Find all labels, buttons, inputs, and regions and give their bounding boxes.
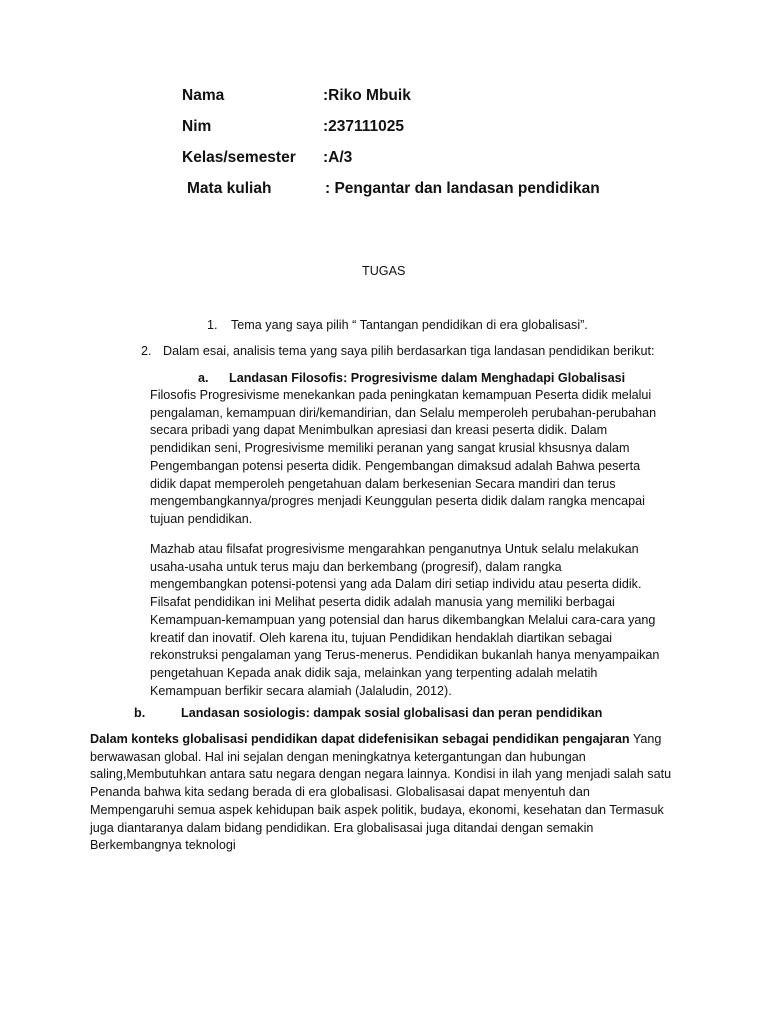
section-a-paragraph-2: Mazhab atau filsafat progresivisme mengarahkan penganutnya Untuk selalu melakukan usaha-usaha untuk terus maju dan berkembang (progresif), dalam rangka mengembangkan potensi-potensi yang ada Dalam diri setiap individu atau peserta didik. Filsafat pendidikan ini Melihat peserta didik adalah manusia yang memiliki berbagai Kemampuan-kemampuan yang potensial dan harus dikembangkan Melalui cara-cara yang kreatif dan inovatif. Oleh karena itu, tujuan Pendidikan hendaklah diartikan sebagai rekonstruksi pengalaman yang Terus-menerus. Pendidikan bukanlah hanya menyampaikan pengetahuan Kepada anak didik saja, melainkan yang terpenting adalah melatih Kemampuan berfikir secara alamiah (Jalaludin, 2012). [150, 542, 660, 698]
section-a-letter: a. [198, 371, 209, 385]
item-1-text: Tema yang saya pilih “ Tantangan pendidikan di era globalisasi”. [231, 318, 588, 332]
nama-value: :Riko Mbuik [323, 87, 411, 104]
matkul-label: Mata kuliah [187, 180, 272, 197]
section-b-text: Yang berwawasan global. Hal ini sejalan dengan meningkatnya ketergantungan dan hubungan saling,Membutuhkan antara satu negara dengan negara lainnya. Kondisi in ilah yang menjadi salah satu Penanda bahwa kita sedang berada di era globalisasi. Globalisasai dapat menyentuh dan Mempengaruhi semua aspek kehidupan baik aspek politik, budaya, ekonomi, kesehatan dan Termasuk juga diantaranya dalam bidang pendidikan. Era globalisasai juga ditandai dengan semakin Berkembangnya teknologi [90, 732, 672, 853]
section-a-heading: Landasan Filosofis: Progresivisme dalam Menghadapi Globalisasi [229, 371, 626, 385]
nim-value: :237111025 [323, 118, 405, 135]
nim-label: Nim [182, 118, 212, 135]
item-1-number: 1. [207, 318, 218, 332]
document-title: TUGAS [362, 264, 406, 278]
section-b-paragraph [90, 731, 675, 855]
section-b-lead: Dalam konteks globalisasi pendidikan dapat didefenisikan sebagai pendidikan pengajaran [90, 732, 630, 746]
section-a-paragraph-1: Filosofis Progresivisme menekankan pada peningkatan kemampuan Peserta didik melalui pengalaman, kemampuan diri/kemandirian, dan Selalu memperoleh perubahan-perubahan secara pribadi yang dapat Menimbulkan apresiasi dan kreasi peserta didik. Dalam pendidikan seni, Progresivisme memiliki peranan yang sangat krusial khsusnya dalam Pengembangan potensi peserta didik. Pengembangan dimaksud adalah Bahwa peserta didik dapat memperoleh pengetahuan dalam berkesenian Secara mandiri dan terus mengembangkannya/progres menjadi Keunggulan peserta didik dalam rangka mencapai tujuan pendidikan. [150, 388, 657, 526]
nama-label: Nama [182, 87, 225, 104]
kelas-value: :A/3 [323, 149, 353, 166]
kelas-label: Kelas/semester [182, 149, 296, 166]
item-2-number: 2. [141, 344, 152, 358]
matkul-value: : Pengantar dan landasan pendidikan [325, 180, 600, 197]
section-b-letter: b. [134, 706, 146, 720]
section-b-heading: Landasan sosiologis: dampak sosial globalisasi dan peran pendidikan [181, 706, 603, 720]
item-2-text: Dalam esai, analisis tema yang saya pilih berdasarkan tiga landasan pendidikan berikut: [163, 344, 655, 358]
